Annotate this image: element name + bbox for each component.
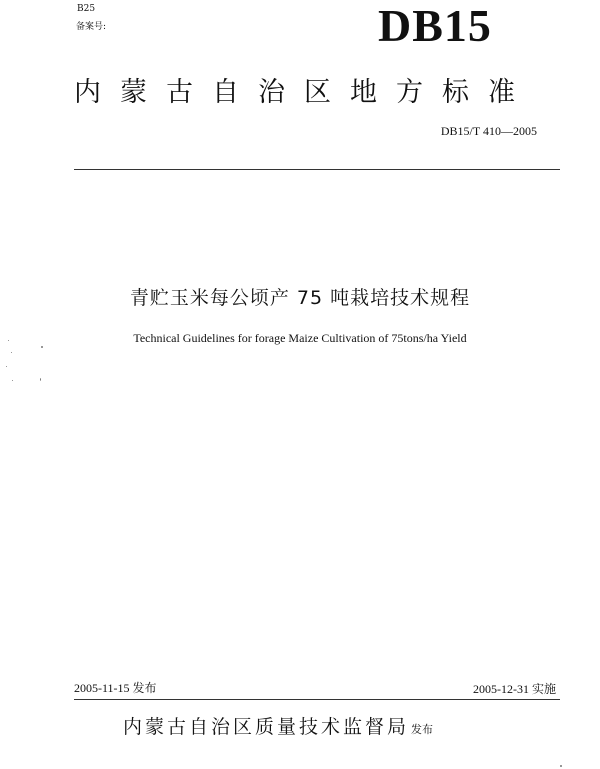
issuer-name: 内蒙古自治区质量技术监督局 bbox=[123, 716, 410, 738]
issue-date: 2005-11-15 发布 bbox=[74, 681, 157, 695]
document-title-en: Technical Guidelines for forage Maize Cultivation of 75tons/ha Yield bbox=[133, 331, 467, 345]
scan-speck bbox=[12, 380, 13, 381]
scan-speck bbox=[560, 765, 562, 767]
standard-code: DB15 bbox=[378, 0, 492, 51]
issuer-line bbox=[123, 712, 433, 739]
document-title-cn: 青贮玉米每公顷产 75 吨栽培技术规程 bbox=[129, 287, 471, 309]
implementation-date: 2005-12-31 实施 bbox=[473, 682, 556, 696]
bottom-divider bbox=[74, 699, 560, 700]
record-number-label: 备案号: bbox=[76, 22, 107, 32]
issuer-suffix: 发布 bbox=[411, 723, 434, 736]
standard-category-title: 内蒙古自治区地方标准 bbox=[74, 77, 534, 108]
scan-speck bbox=[6, 366, 7, 367]
ics-code: B25 bbox=[77, 4, 96, 14]
scan-speck bbox=[8, 340, 9, 341]
scan-speck bbox=[11, 352, 12, 353]
top-divider bbox=[74, 169, 560, 170]
scan-speck bbox=[40, 378, 41, 381]
standard-number: DB15/T 410—2005 bbox=[440, 124, 537, 138]
scan-speck bbox=[41, 346, 43, 348]
